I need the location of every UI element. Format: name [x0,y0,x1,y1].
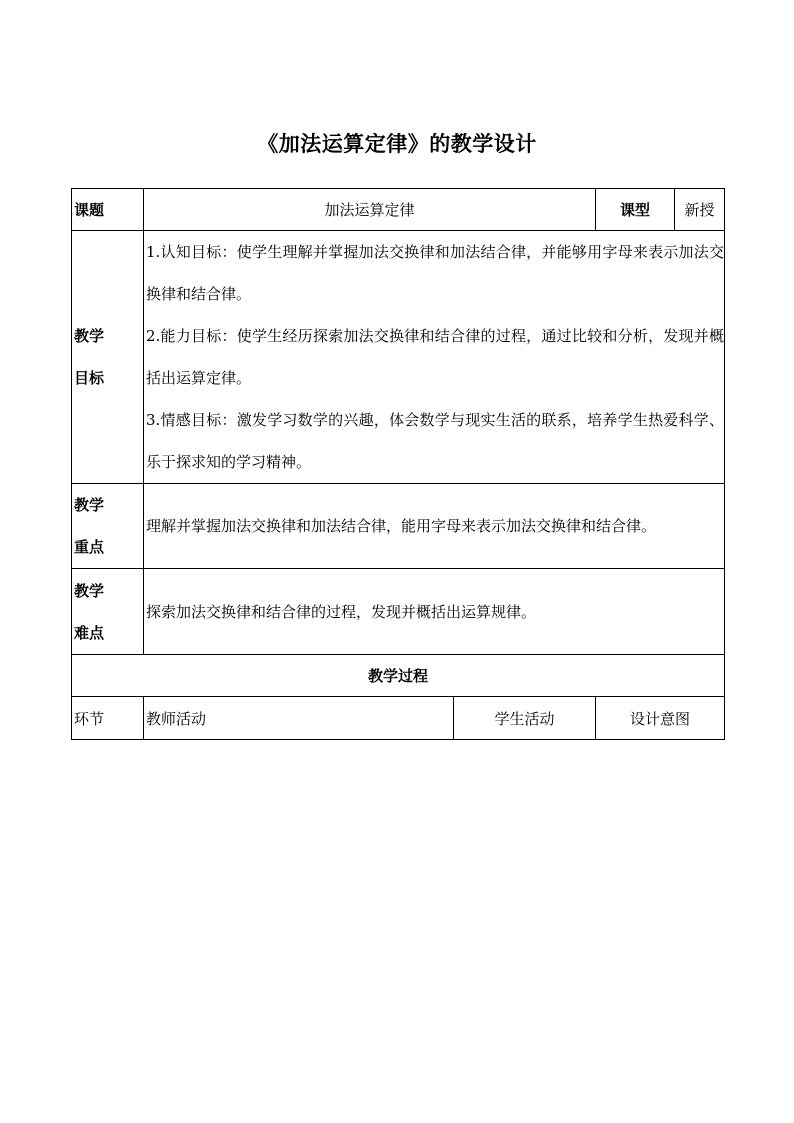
column-header-student-activity: 学生活动 [454,697,596,740]
difficulties-text: 探索加法交换律和结合律的过程，发现并概括出运算规律。 [146,603,537,621]
table-row-process-columns [72,697,725,740]
topic-label: 课题 [72,189,144,231]
objective-affective: 3.情感目标：激发学习数学的兴趣，体会数学与现实生活的联系，培养学生热爱科学、乐于探求知的学习精神。 [146,411,725,471]
table-row-key-points [72,484,725,569]
table-row-topic [72,189,725,231]
lesson-type-value: 新授 [675,189,725,231]
objectives-label [72,231,144,484]
key-points-text: 理解并掌握加法交换律和加法结合律，能用字母来表示加法交换律和结合律。 [146,517,657,535]
key-points-label [72,484,144,569]
objective-ability: 2.能力目标：使学生经历探索加法交换律和结合律的过程，通过比较和分析，发现并概括出运算定律。 [146,327,725,387]
difficulties-label-line1: 教学 [74,581,105,600]
process-heading: 教学过程 [72,655,725,697]
document-title: 《加法运算定律》的教学设计 [257,131,537,156]
key-points-content [144,484,725,569]
objectives-content [144,231,725,484]
table-row-process-heading [72,655,725,697]
table-row-difficulties [72,569,725,655]
difficulties-content [144,569,725,655]
lesson-type-label: 课型 [596,189,675,231]
key-points-label-line1: 教学 [74,496,105,514]
objectives-label-line1: 教学 [74,327,105,345]
difficulties-label-line2: 难点 [74,623,105,642]
lesson-plan-table [71,188,725,740]
table-row-objectives [72,231,725,484]
objectives-label-line2: 目标 [74,369,105,387]
column-header-design-intent: 设计意图 [596,697,725,740]
topic-value: 加法运算定律 [144,189,596,231]
column-header-teacher-activity: 教师活动 [144,697,454,740]
difficulties-label [72,569,144,655]
objective-cognitive: 1.认知目标：使学生理解并掌握加法交换律和加法结合律，并能够用字母来表示加法交换律和结合律。 [146,243,725,303]
key-points-label-line2: 重点 [74,538,105,556]
column-header-stage: 环节 [72,697,144,740]
